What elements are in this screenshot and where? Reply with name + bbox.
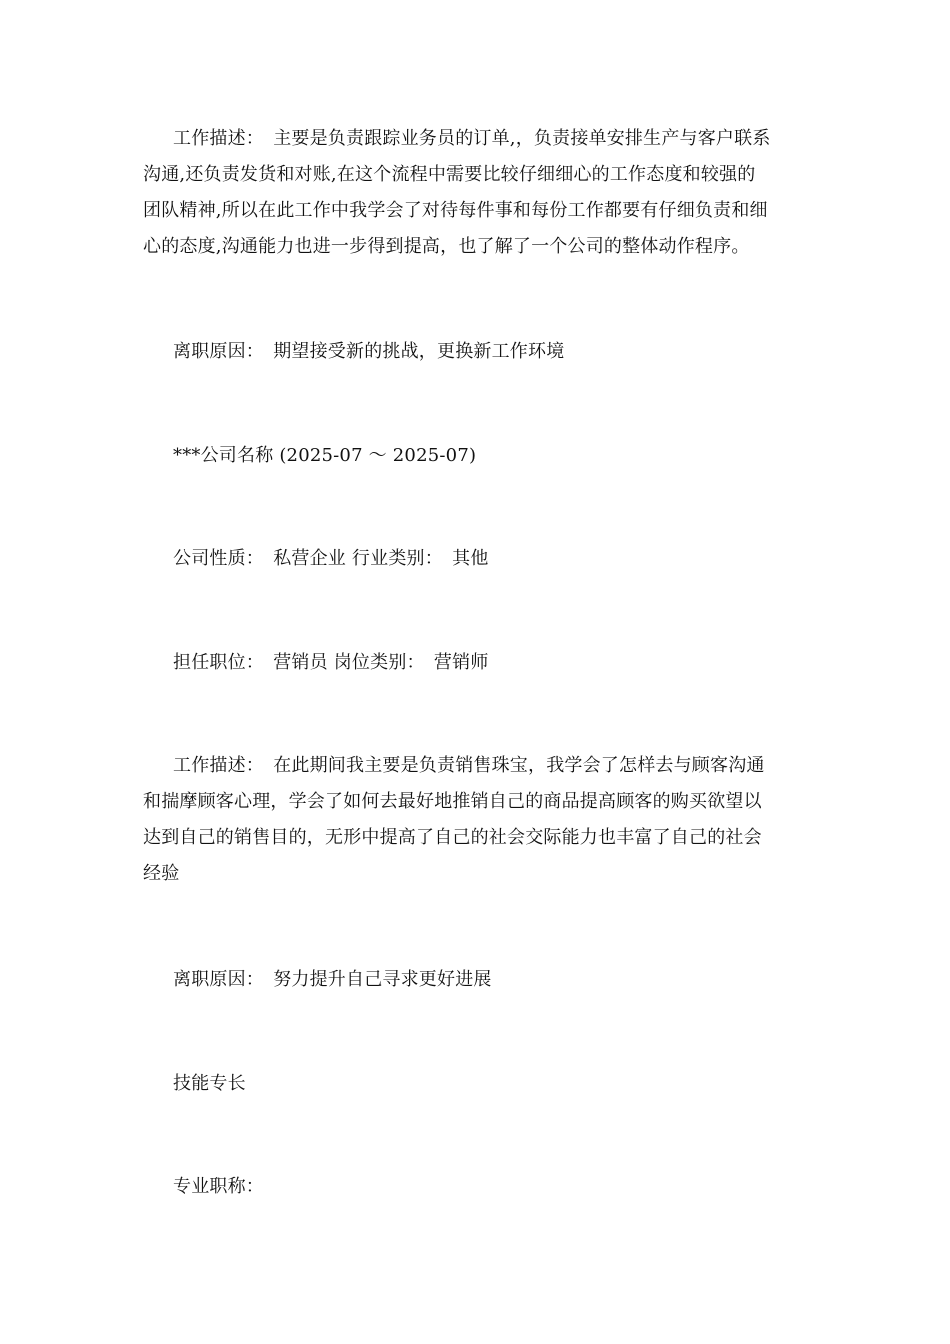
text-line: 团队精神,所以在此工作中我学会了对待每件事和每份工作都要有仔细负责和细: [143, 200, 768, 221]
leave-reason-paragraph-1: [143, 334, 803, 370]
text-line: 离职原因： 期望接受新的挑战，更换新工作环境: [173, 341, 565, 362]
text-line: 达到自己的销售目的，无形中提高了自己的社会交际能力也丰富了自己的社会: [143, 827, 762, 848]
text-line: 离职原因： 努力提升自己寻求更好进展: [173, 969, 492, 990]
text-line: 经验: [143, 863, 180, 884]
skills-heading: [143, 1066, 803, 1102]
text-line: 公司性质： 私营企业 行业类别： 其他: [173, 548, 489, 569]
job-description-paragraph-2: [143, 748, 803, 892]
text-line: 工作描述： 在此期间我主要是负责销售珠宝，我学会了怎样去与顾客沟通: [173, 755, 765, 776]
text-line: 担任职位： 营销员 岗位类别： 营销师: [173, 652, 489, 673]
text-line: ***公司名称 (2025-07 ～ 2025-07): [173, 445, 477, 466]
text-line: 和揣摩顾客心理，学会了如何去最好地推销自己的商品提高顾客的购买欲望以: [143, 791, 762, 812]
company-nature-paragraph: [143, 541, 803, 577]
text-line: 工作描述： 主要是负责跟踪业务员的订单,，负责接单安排生产与客户联系: [173, 128, 771, 149]
text-line: 专业职称：: [173, 1176, 264, 1197]
professional-title-paragraph: [143, 1169, 803, 1205]
text-line: 沟通,还负责发货和对账,在这个流程中需要比较仔细细心的工作态度和较强的: [143, 164, 756, 185]
text-line: 心的态度,沟通能力也进一步得到提高，也了解了一个公司的整体动作程序。: [143, 236, 750, 257]
text-line: 技能专长: [173, 1073, 246, 1094]
leave-reason-paragraph-2: [143, 962, 803, 998]
job-description-paragraph-1: [143, 121, 803, 265]
company-name-heading: [143, 438, 803, 474]
position-paragraph: [143, 645, 803, 681]
